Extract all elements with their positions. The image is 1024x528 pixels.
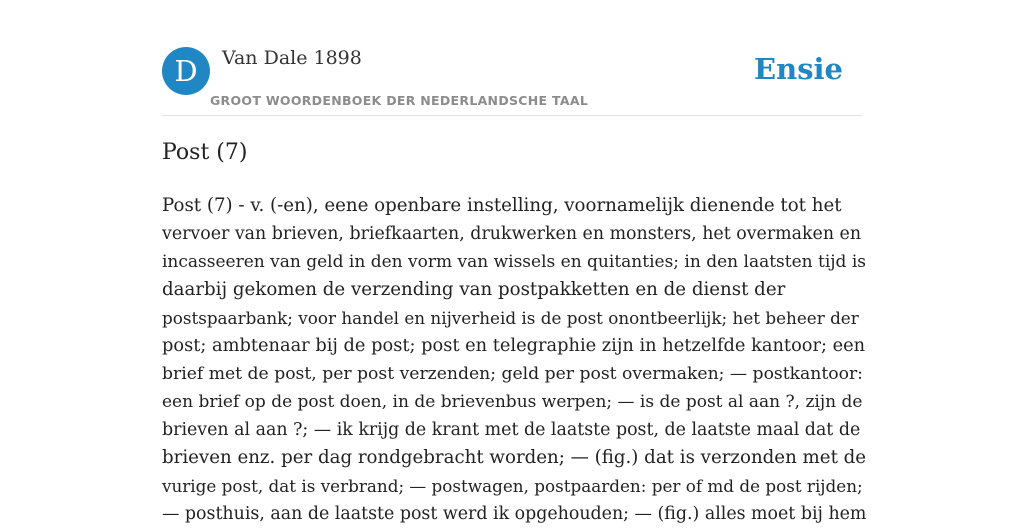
definition-line: incasseeren van geld in den vorm van wissels en quitanties; in den laatsten tijd is (162, 252, 866, 272)
definition-line: brieven enz. per dag rondgebracht worden; — (fig.) dat is verzonden met de (162, 447, 867, 468)
dictionary-subtitle: GROOT WOORDENBOEK DER NEDERLANDSCHE TAAL (210, 93, 589, 108)
definition-line: vervoer van brieven, briefkaarten, drukwerken en monsters, het overmaken en (162, 224, 862, 244)
brand-logo[interactable]: Ensie (754, 52, 843, 86)
dictionary-name[interactable]: Van Dale 1898 (222, 47, 362, 69)
definition-line: brief met de post, per post verzenden; geld per post overmaken; — postkantoor: (162, 364, 863, 384)
definition-line: brieven al aan ?; — ik krijg de krant met de laatste post, de laatste maal dat de (162, 420, 861, 440)
entry-definition (162, 192, 867, 528)
site-header (162, 47, 862, 116)
definition-line: vurige post, dat is verbrand; — postwagen, postpaarden: per of md de post rijden; (162, 476, 863, 496)
definition-line: post; ambtenaar bij de post; post en telegraphie zijn in hetzelfde kantoor; een (162, 335, 866, 356)
definition-line: Post (7) - v. (-en), eene openbare instelling, voornamelijk dienende tot het (162, 195, 842, 216)
dictionary-logo[interactable]: D (162, 47, 210, 95)
definition-line: een brief op de post doen, in de brievenbus werpen; — is de post al aan ?, zijn de (162, 392, 863, 412)
definition-line: daarbij gekomen de verzending van postpakketten en de dienst der (162, 279, 786, 300)
definition-line: — posthuis, aan de laatste post werd ik opgehouden; — (fig.) alles moet bij hem (162, 504, 867, 524)
definition-line: postspaarbank; voor handel en nijverheid is de post onontbeerlijk; het beheer der (162, 308, 859, 328)
entry-title: Post (7) (162, 140, 248, 165)
